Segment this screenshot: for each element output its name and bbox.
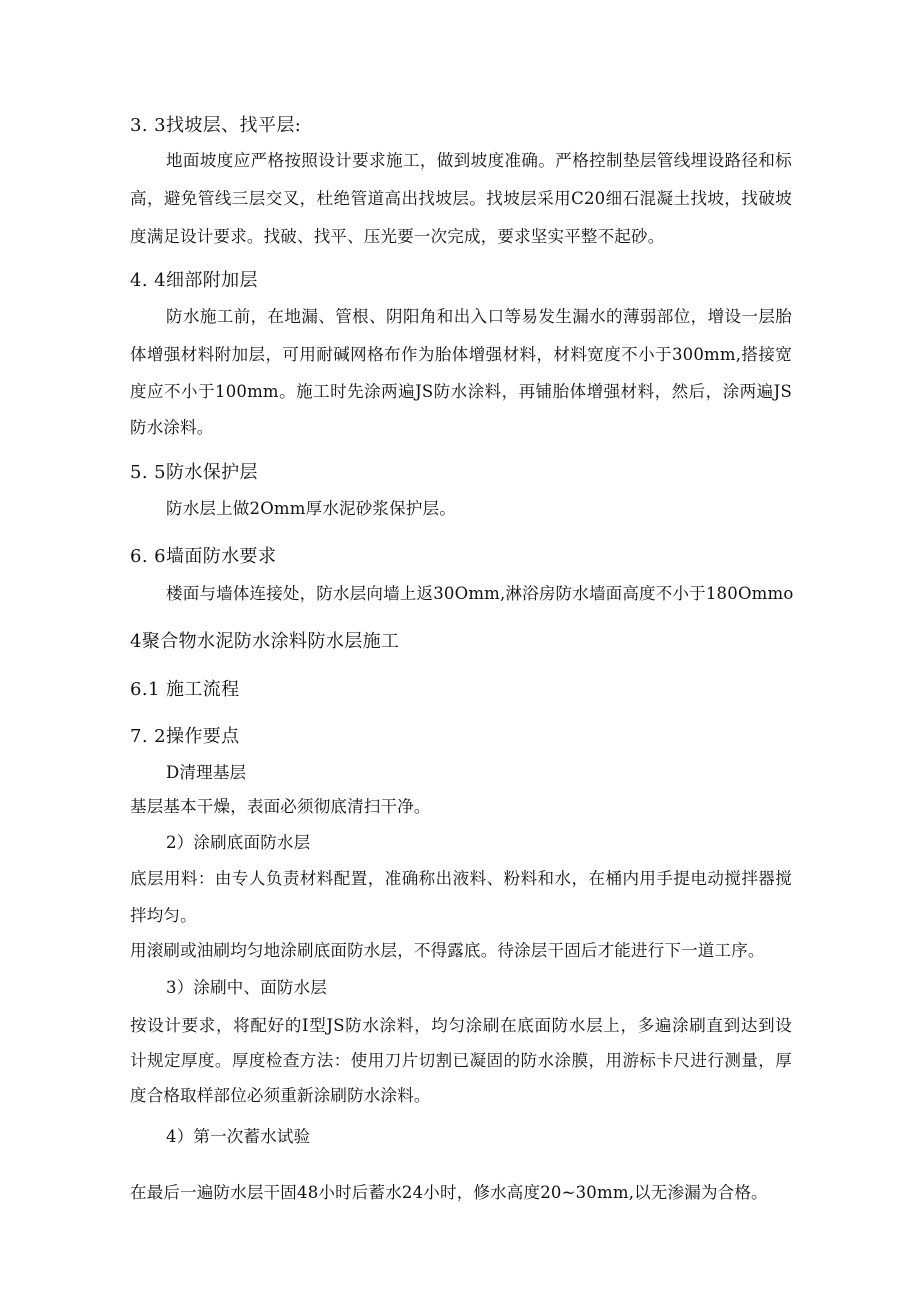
section-3-3-paragraph-line: 高，避免管线三层交叉，杜绝管道高出找坡层。找坡层采用C20细石混凝土找坡，找破坡 — [130, 189, 792, 208]
step-2-paragraph-line: 拌均匀。 — [130, 906, 197, 925]
section-3-3-heading: 3. 3找坡层、找平层: — [130, 115, 302, 136]
step-1-paragraph-line: 基层基本干燥，表面必须彻底清扫干净。 — [130, 797, 431, 816]
step-3-paragraph-line: 按设计要求，将配好的I型JS防水涂料，均匀涂刷在底面防水层上，多遍涂刷直到达到设 — [130, 1016, 792, 1035]
step-4-paragraph-line: 在最后一遍防水层干固48小时后蓄水24小时，修水高度20~30mm,以无渗漏为合格。 — [130, 1183, 768, 1202]
step-2-title: 2）涂刷底面防水层 — [166, 833, 311, 852]
step-3-paragraph-line: 度合格取样部位必须重新涂刷防水涂料。 — [130, 1086, 431, 1105]
section-6-6-heading: 6. 6墙面防水要求 — [130, 546, 277, 567]
step-3-paragraph-line: 计规定厚度。厚度检查方法：使用刀片切割已凝固的防水涂膜，用游标卡尺进行测量，厚 — [130, 1051, 792, 1070]
section-4-4-heading: 4. 4细部附加层 — [130, 270, 258, 291]
step-1-title: D清理基层 — [166, 763, 247, 782]
step-2-paragraph-line: 用滚刷或油刷均匀地涂刷底面防水层，不得露底。待涂层干固后才能进行下一道工序。 — [130, 941, 765, 960]
section-4-4-paragraph-line: 度应不小于100mm。施工时先涂两遍JS防水涂料，再铺胎体增强材料，然后，涂两遍JS — [130, 382, 792, 401]
section-5-5-heading: 5. 5防水保护层 — [130, 462, 258, 483]
section-4-title: 4聚合物水泥防水涂料防水层施工 — [130, 631, 400, 652]
section-6-1-heading: 6.1 施工流程 — [130, 679, 240, 700]
section-4-4-paragraph-line: 体增强材料附加层，可用耐碱网格布作为胎体增强材料，材料宽度不小于300mm,搭接宽 — [130, 345, 792, 364]
section-4-4-paragraph-line: 防水涂料。 — [130, 418, 214, 437]
section-3-3-paragraph-line: 度满足设计要求。找破、找平、压光要一次完成，要求坚实平整不起砂。 — [130, 227, 665, 246]
section-7-2-heading: 7. 2操作要点 — [130, 726, 240, 747]
section-5-5-paragraph-line: 防水层上做2Omm厚水泥砂浆保护层。 — [166, 499, 456, 518]
step-2-paragraph-line: 底层用料：由专人负责材料配置，准确称出液料、粉料和水，在桶内用手提电动搅拌器搅 — [130, 869, 792, 888]
section-4-4-paragraph-line: 防水施工前，在地漏、管根、阴阳角和出入口等易发生漏水的薄弱部位，增设一层胎 — [166, 307, 792, 326]
section-6-6-paragraph-line: 楼面与墙体连接处，防水层向墙上返30Omm,淋浴房防水墙面高度不小于180Ommo — [166, 584, 794, 603]
step-3-title: 3）涂刷中、面防水层 — [166, 978, 327, 997]
section-3-3-paragraph-line: 地面坡度应严格按照设计要求施工，做到坡度准确。严格控制垫层管线埋设路径和标 — [166, 151, 792, 170]
step-4-title: 4）第一次蓄水试验 — [166, 1127, 311, 1146]
